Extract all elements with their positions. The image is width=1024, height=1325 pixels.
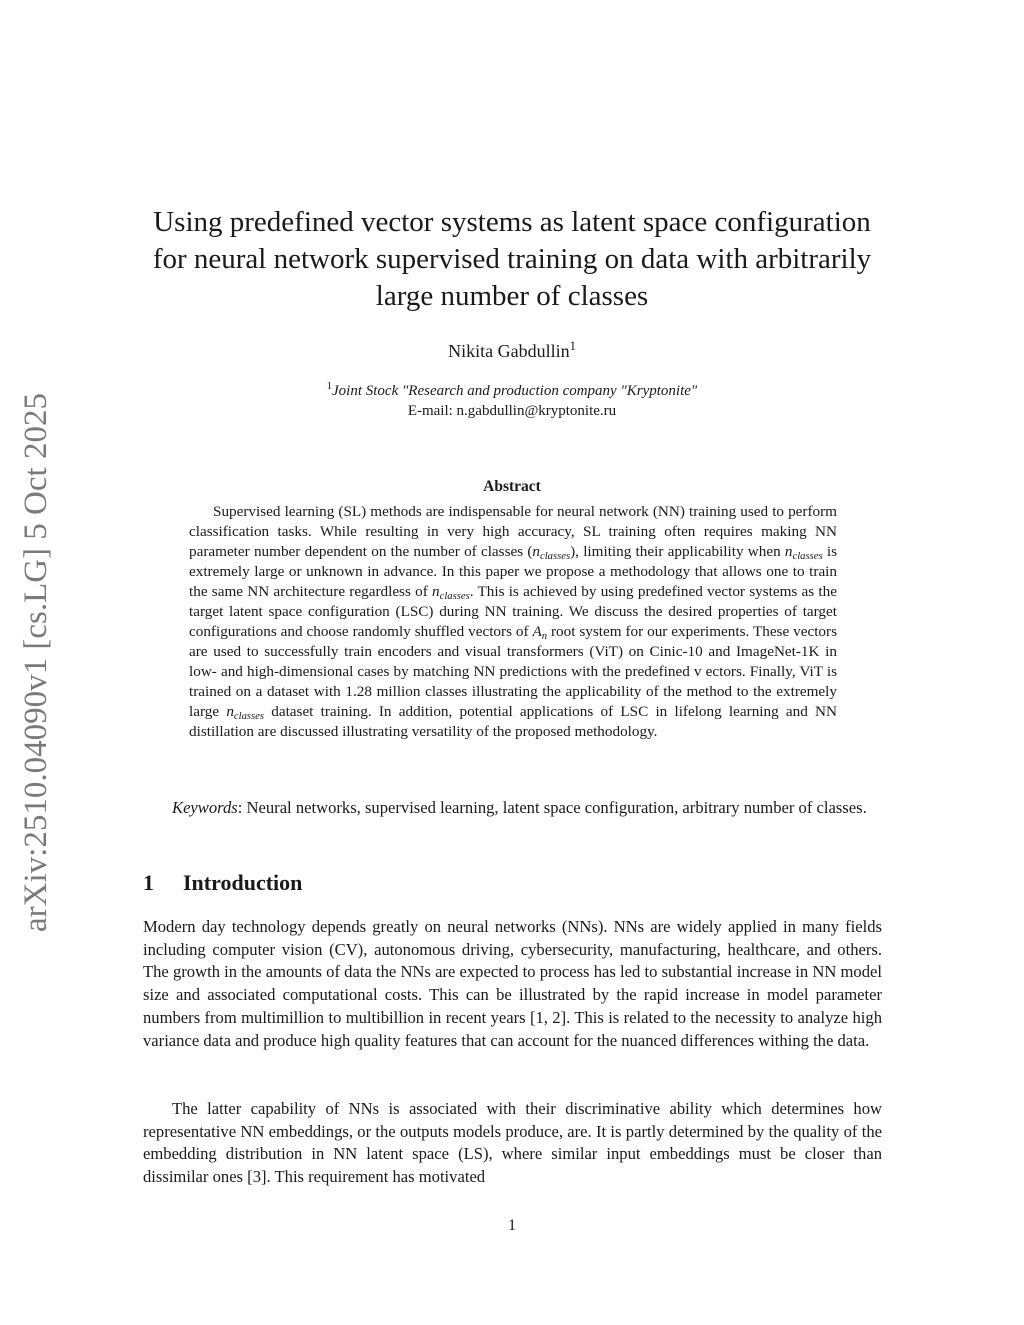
section-heading (143, 870, 302, 896)
keywords-label: Keywords (172, 798, 238, 817)
arxiv-identifier: arXiv:2510.04090v1 [cs.LG] 5 Oct 2025 (18, 393, 54, 932)
page-number: 1 (508, 1217, 516, 1234)
math-n: n (532, 543, 541, 560)
abstract-segment-2: ), limiting their applicability when (570, 543, 785, 560)
arxiv-sidebar (8, 380, 64, 945)
math-n-subscript: classes (540, 551, 571, 562)
math-a-n (532, 623, 547, 640)
author-line (140, 340, 884, 362)
abstract-segment-1: Supervised learning (SL) methods are indispensable for neural network (NN) training used to perform classification tasks. While resulting in very high accuracy, SL training often requires making NN parameter number dependent on the number of classes ( (189, 503, 837, 560)
intro-paragraph-2: The latter capability of NNs is associated with their discriminative ability which determines how representative NN embeddings, or the outputs models produce, are. It is partly determined by the quality of the embedding distribution in NN latent space (LS), where similar input embeddings must be closer than dissimilar ones [3]. This requirement has motivated (143, 1099, 882, 1187)
section-number: 1 (143, 870, 154, 895)
keywords-paragraph (143, 797, 882, 819)
math-n-subscript: classes (439, 591, 470, 602)
keywords-text: : Neural networks, supervised learning, latent space configuration, arbitrary number of classes. (237, 798, 867, 817)
math-a: A (532, 623, 542, 640)
abstract-text (189, 502, 837, 742)
abstract-segment-5: root system for our experiments. These vectors are used to successfully train encoders and visual transformers (ViT) on Cinic-10 and ImageNet-1K in low- and high-dimensional cases by matching NN predictions with the predefined v ectors. Finally, ViT is trained on a dataset with 1.28 million classes illustrating the applicability of the method to the extremely large (189, 623, 837, 720)
author-name: Nikita Gabdullin (448, 341, 570, 361)
affiliation-block (140, 381, 884, 421)
paper-title: Using predefined vector systems as latent space configuration for neural network supervised training on data with arbitrarily large number of classes (152, 206, 872, 312)
math-n-subscript: classes (792, 551, 823, 562)
author-email: E-mail: n.gabdullin@kryptonite.ru (407, 403, 617, 419)
math-n: n (432, 583, 440, 600)
math-n: n (784, 543, 793, 560)
abstract-segment-3: is extremely large or unknown in advance. In this paper we propose a methodology that allows one to train the same NN architecture regardless of (189, 543, 837, 600)
intro-paragraph-1: Modern day technology depends greatly on neural networks (NNs). NNs are widely applied in many fields including computer vision (CV), autonomous driving, cybersecurity, manufacturing, healthcare, and others. The growth in the amounts of data the NNs are expected to process has led to substantial increase in NN model size and associated computational costs. This can be illustrated by the rapid increase in model parameter numbers from multimillion to multibillion in recent years [1, 2]. This is related to the necessity to analyze high variance data and produce high quality features that can account for the nuanced differences withing the data. (143, 917, 882, 1050)
abstract-segment-4: . This is achieved by using predefined vector systems as the target latent space configuration (LSC) during NN training. We discuss the desired properties of target configurations and choose randomly shuffled vectors of (189, 583, 837, 640)
math-n-classes (532, 543, 570, 560)
abstract-heading: Abstract (483, 478, 541, 495)
affiliation-superscript: 1 (326, 381, 333, 392)
math-n: n (226, 703, 234, 720)
math-n-classes (226, 703, 264, 720)
affiliation-line (140, 381, 884, 401)
math-n-classes (785, 543, 823, 560)
math-n-subscript: classes (233, 711, 265, 722)
math-n-classes (432, 583, 470, 600)
author-superscript: 1 (569, 339, 576, 353)
affiliation-institution: Joint Stock "Research and production company "Kryptonite" (332, 383, 698, 399)
section-title: Introduction (183, 870, 303, 895)
abstract-segment-6: dataset training. In addition, potential applications of LSC in lifelong learning and NN distillation are discussed illustrating versatility of the proposed methodology. (189, 703, 837, 740)
math-a-subscript: n (541, 631, 548, 642)
